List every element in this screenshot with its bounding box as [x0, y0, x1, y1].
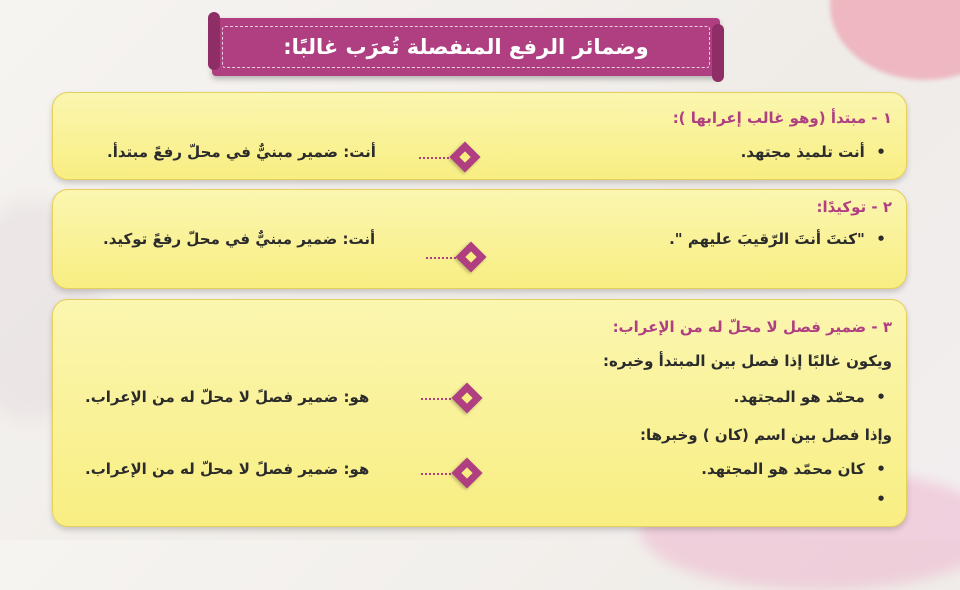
panel-mubtada: [52, 92, 907, 180]
title-banner: [212, 18, 720, 76]
section2-example: "كنتَ أنتَ الرّقيبَ عليهم ".: [669, 230, 865, 248]
panel-damir-fasl: [52, 299, 907, 527]
diamond-icon: [451, 457, 482, 488]
section2-note: أنت: ضمير مبنيٌّ في محلّ رفعً توكيد.: [103, 230, 376, 248]
section1-note: أنت: ضمير مبنيٌّ في محلّ رفعً مبتدأ.: [107, 143, 376, 161]
diamond-icon: [455, 241, 486, 272]
section3-example2: كان محمّد هو المجتهد.: [701, 460, 865, 478]
section3-note2: هو: ضمير فصلً لا محلّ له من الإعراب.: [85, 460, 370, 478]
section3-line2: وإذا فصل بين اسم (كان ) وخبرها:: [639, 426, 892, 444]
dotted-connector: [419, 157, 453, 159]
page-title: وضمائر الرفع المنفصلة تُعرَب غالبًا:: [283, 35, 649, 59]
dotted-connector: [421, 398, 455, 400]
bullet-icon: •: [876, 230, 886, 248]
panel-tawkeed: [52, 189, 907, 289]
dotted-connector: [426, 257, 460, 259]
section3-heading: ٣ - ضمير فصل لا محلّ له من الإعراب:: [612, 318, 892, 336]
section2-heading: ٢ - توكيدًا:: [816, 198, 892, 216]
section3-note1: هو: ضمير فصلً لا محلّ له من الإعراب.: [85, 388, 370, 406]
bullet-icon: •: [876, 490, 886, 508]
diamond-icon: [449, 141, 480, 172]
decorative-blob-top-right: [830, 0, 960, 80]
section3-empty-bullet: [870, 490, 892, 508]
section2-example-row: [669, 230, 892, 248]
section1-example: أنت تلميذ مجتهد.: [740, 143, 865, 161]
dotted-connector: [421, 473, 455, 475]
section1-example-row: [741, 143, 892, 161]
section3-example2-row: [701, 460, 892, 478]
section3-line1: ويكون غالبًا إذا فصل بين المبتدأ وخبره:: [602, 352, 892, 370]
section3-example1: محمّد هو المجتهد.: [733, 388, 865, 406]
title-frame: [222, 26, 710, 68]
bullet-icon: •: [876, 143, 886, 161]
bullet-icon: •: [876, 388, 886, 406]
section1-heading: ١ - مبتدأ (وهو غالب إعرابها ):: [672, 109, 892, 127]
bullet-icon: •: [876, 460, 886, 478]
diamond-icon: [451, 382, 482, 413]
section3-example1-row: [734, 388, 892, 406]
